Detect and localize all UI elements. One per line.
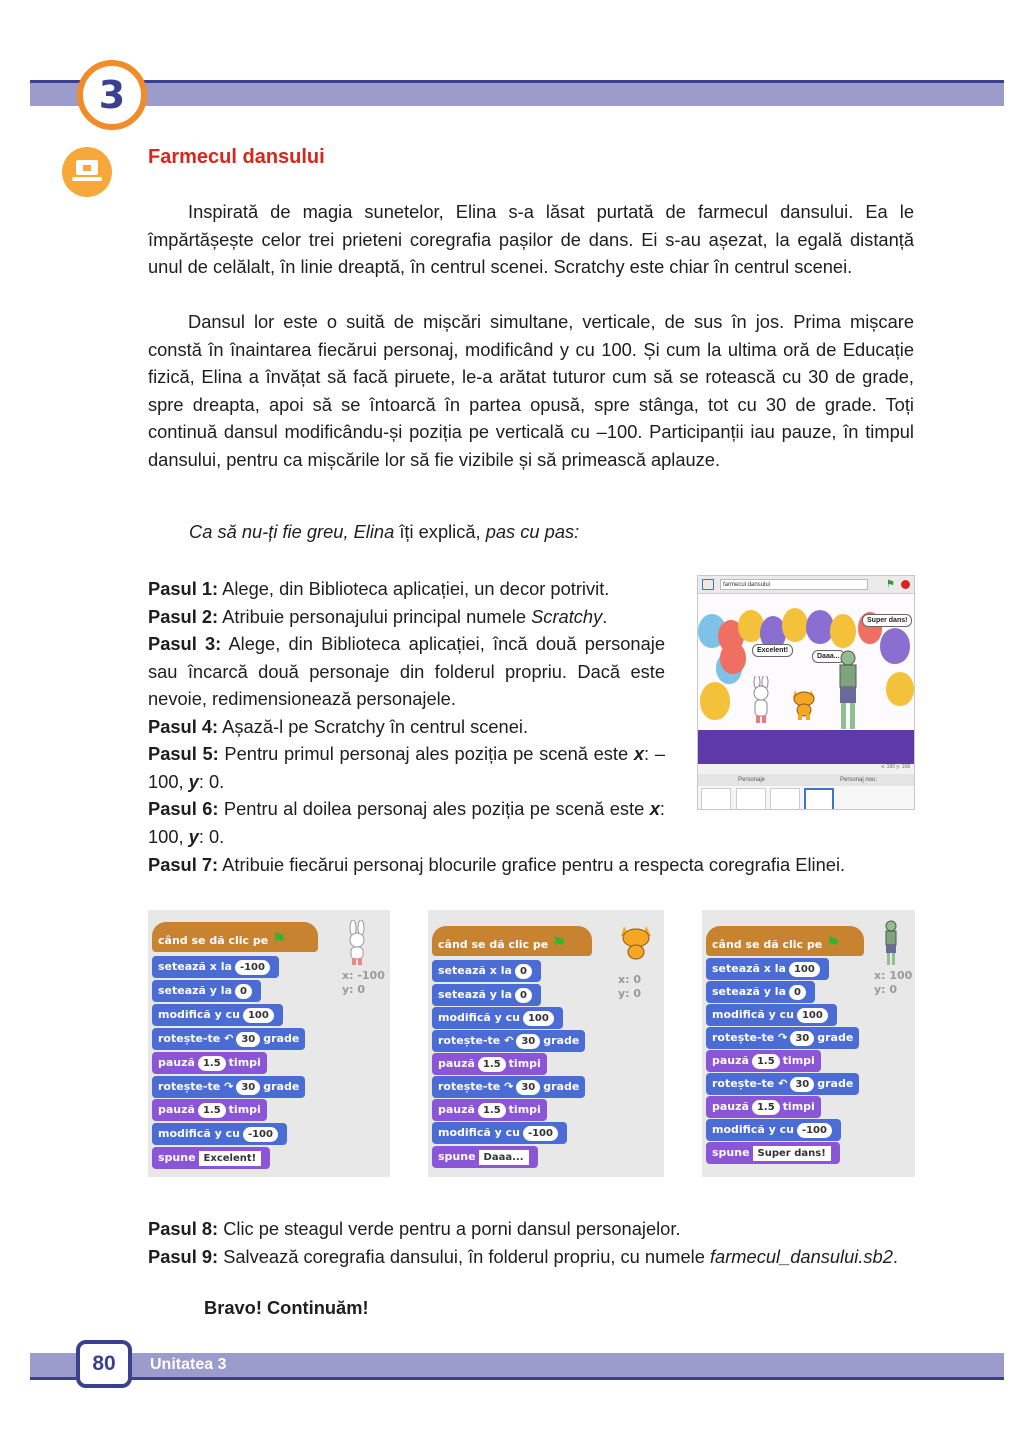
set-y-block[interactable]: setează y la 0 <box>152 980 261 1002</box>
scratch-cat-sprite-icon <box>790 686 818 720</box>
stage-toolbar <box>698 576 914 594</box>
page-number-box <box>76 1340 132 1388</box>
intro-part-b: îți explică, <box>394 521 486 542</box>
rotate-icon: ↷ <box>778 1031 788 1044</box>
steps-8-9 <box>148 1215 914 1270</box>
rotate-icon: ↶ <box>224 1032 234 1045</box>
rabbit-sprite-icon <box>343 920 371 966</box>
green-flag-icon: ⚑ <box>826 933 841 952</box>
sprite-y: y: 0 <box>618 987 642 1000</box>
intro-line <box>189 521 579 543</box>
change-y-block[interactable]: modifică y cu -100 <box>432 1122 567 1144</box>
sprite-x: x: -100 <box>342 969 385 982</box>
rotate-icon: ↷ <box>504 1080 514 1093</box>
green-flag-icon: ⚑ <box>886 579 895 590</box>
step-8: Pasul 8: Clic pe steagul verde pentru a porni dansul personajelor. <box>148 1218 681 1239</box>
hat-block[interactable]: când se dă clic pe ⚑ <box>706 926 864 956</box>
green-flag-icon: ⚑ <box>552 933 567 952</box>
say-block[interactable]: spune Daaa... <box>432 1146 538 1168</box>
sprite-x: x: 100 <box>874 969 913 982</box>
bubble-super-dans: Super dans! <box>862 614 912 627</box>
sprite-thumbnail-cat[interactable] <box>770 788 800 810</box>
rabbit-sprite-icon <box>748 676 774 724</box>
set-x-block[interactable]: setează x la 0 <box>432 960 541 982</box>
turn-block[interactable]: rotește-te ↶ 30 grade <box>706 1073 859 1095</box>
rotate-icon: ↷ <box>224 1080 234 1093</box>
turn-block[interactable]: rotește-te ↷ 30 grade <box>432 1076 585 1098</box>
zombie-sprite-icon <box>882 920 900 966</box>
sprites-bar <box>698 774 914 786</box>
turn-block[interactable]: rotește-te ↶ 30 grade <box>432 1030 585 1052</box>
turn-block[interactable]: rotește-te ↷ 30 grade <box>152 1076 305 1098</box>
sprites-row <box>698 786 914 810</box>
stage-thumbnail[interactable] <box>701 788 731 810</box>
code-panel-1 <box>148 910 390 1177</box>
sprites-label: Personaje <box>738 777 766 783</box>
paragraph-1 <box>148 198 914 281</box>
steps-list <box>148 575 665 850</box>
turn-block[interactable]: rotește-te ↷ 30 grade <box>706 1027 859 1049</box>
header-band <box>30 80 1004 106</box>
wait-block[interactable]: pauză 1.5 timpi <box>152 1052 267 1074</box>
new-sprite-label: Personaj nou: <box>840 777 878 783</box>
intro-part-c: pas cu pas: <box>485 521 580 542</box>
chapter-number: 3 <box>98 73 126 117</box>
step-2: Pasul 2: Atribuie personajului principal numele Scratchy. <box>148 605 608 627</box>
scratch-cat-sprite-icon <box>618 922 654 962</box>
sprite-thumbnail-rabbit[interactable] <box>736 788 766 810</box>
stop-icon <box>901 580 910 589</box>
sprite-y: y: 0 <box>874 983 898 996</box>
change-y-block[interactable]: modifică y cu 100 <box>432 1007 563 1029</box>
hat-block[interactable]: când se dă clic pe ⚑ <box>432 926 592 956</box>
unit-label: Unitatea 3 <box>150 1356 227 1373</box>
say-block[interactable]: spune Excelent! <box>152 1147 270 1169</box>
scratch-stage-screenshot <box>697 575 915 810</box>
change-y-block[interactable]: modifică y cu 100 <box>706 1004 837 1026</box>
step-9: Pasul 9: Salvează coregrafia dansului, în folderul propriu, cu numele farmecul_dansului.sb2. <box>148 1245 898 1267</box>
code-panel-2 <box>428 910 664 1177</box>
computer-icon <box>62 147 112 197</box>
section-title: Farmecul dansului <box>148 146 325 168</box>
turn-block[interactable]: rotește-te ↶ 30 grade <box>152 1028 305 1050</box>
chapter-number-badge <box>77 60 147 130</box>
change-y-block[interactable]: modifică y cu 100 <box>152 1004 283 1026</box>
set-x-block[interactable]: setează x la -100 <box>152 956 279 978</box>
wait-block[interactable]: pauză 1.5 timpi <box>432 1099 547 1121</box>
stage-canvas <box>698 594 914 764</box>
paragraph-1-text: Inspirată de magia sunetelor, Elina s-a lăsat purtată de farmecul dansului. Ea le împărtășește celor trei prieteni coregrafia pașilor de dans. Ei s-au așezat, la egală distanță unul de celălalt, în linie dreaptă, în centrul scenei. Scratchy este chiar în centrul scenei. <box>148 201 914 277</box>
wait-block[interactable]: pauză 1.5 timpi <box>152 1099 267 1121</box>
step-3: Pasul 3: Alege, din Biblioteca aplicației, încă două personaje sau încarcă două personaje din folderul propriu. Dacă este nevoie, redimensionează personajele. <box>148 633 665 709</box>
hat-block[interactable]: când se dă clic pe ⚑ <box>152 922 318 952</box>
sprite-thumbnail-zombie[interactable] <box>804 788 834 810</box>
bubble-daaa: Daaa... <box>812 650 845 663</box>
stage-coordinates: x: 190 y: 168 <box>698 764 914 774</box>
bravo-text: Bravo! Continuăm! <box>204 1297 369 1318</box>
step-5: Pasul 5: Pentru primul personaj ales poziția pe scenă este x: –100, y: 0. <box>148 743 665 792</box>
wait-block[interactable]: pauză 1.5 timpi <box>706 1050 821 1072</box>
step-1: Pasul 1: Alege, din Biblioteca aplicației, un decor potrivit. <box>148 578 610 599</box>
code-panel-3 <box>702 910 915 1177</box>
rotate-icon: ↶ <box>504 1034 514 1047</box>
presentation-mode-icon <box>702 579 714 590</box>
rotate-icon: ↶ <box>778 1077 788 1090</box>
set-x-block[interactable]: setează x la 100 <box>706 958 829 980</box>
bubble-excelent: Excelent! <box>752 644 793 657</box>
wait-block[interactable]: pauză 1.5 timpi <box>706 1096 821 1118</box>
change-y-block[interactable]: modifică y cu -100 <box>706 1119 841 1141</box>
zombie-sprite-icon <box>832 650 864 734</box>
set-y-block[interactable]: setează y la 0 <box>432 984 541 1006</box>
say-block[interactable]: spune Super dans! <box>706 1142 840 1164</box>
paragraph-2-text: Dansul lor este o suită de mișcări simultane, verticale, de sus în jos. Prima mișcare constă în înaintarea fiecărui personaj, modificând y cu 100. Și cum la ultima oră de Educație fizică, Elina a învățat să facă piruete, le-a arătat tuturor cum să se rotească cu 30 de grade, spre dreapta, apoi să se întoarcă în partea opusă, spre stânga, tot cu 30 de grade. Toți continuă dansul modificându-și poziția pe verticală cu –100. Participanții iau pauze, în timpul dansului, pentru ca mișcările lor să fie vizibile și să primească aplauze. <box>148 311 914 470</box>
change-y-block[interactable]: modifică y cu -100 <box>152 1123 287 1145</box>
wait-block[interactable]: pauză 1.5 timpi <box>432 1053 547 1075</box>
step-7: Pasul 7: Atribuie fiecărui personaj blocurile grafice pentru a respecta coregrafia Elinei. <box>148 854 846 875</box>
sprite-x: x: 0 <box>618 973 641 986</box>
step-6: Pasul 6: Pentru al doilea personaj ales poziția pe scenă este x: 100, y: 0. <box>148 798 665 847</box>
project-name-field: farmecul dansului <box>720 579 868 590</box>
set-y-block[interactable]: setează y la 0 <box>706 981 815 1003</box>
page-number: 80 <box>92 1352 116 1375</box>
green-flag-icon: ⚑ <box>272 929 287 948</box>
paragraph-2 <box>148 308 914 473</box>
intro-part-a: Ca să nu-ți fie greu, Elina <box>189 521 395 542</box>
stage-floor <box>698 730 914 764</box>
sprite-y: y: 0 <box>342 983 366 996</box>
step-4: Pasul 4: Așază-l pe Scratchy în centrul scenei. <box>148 715 529 737</box>
